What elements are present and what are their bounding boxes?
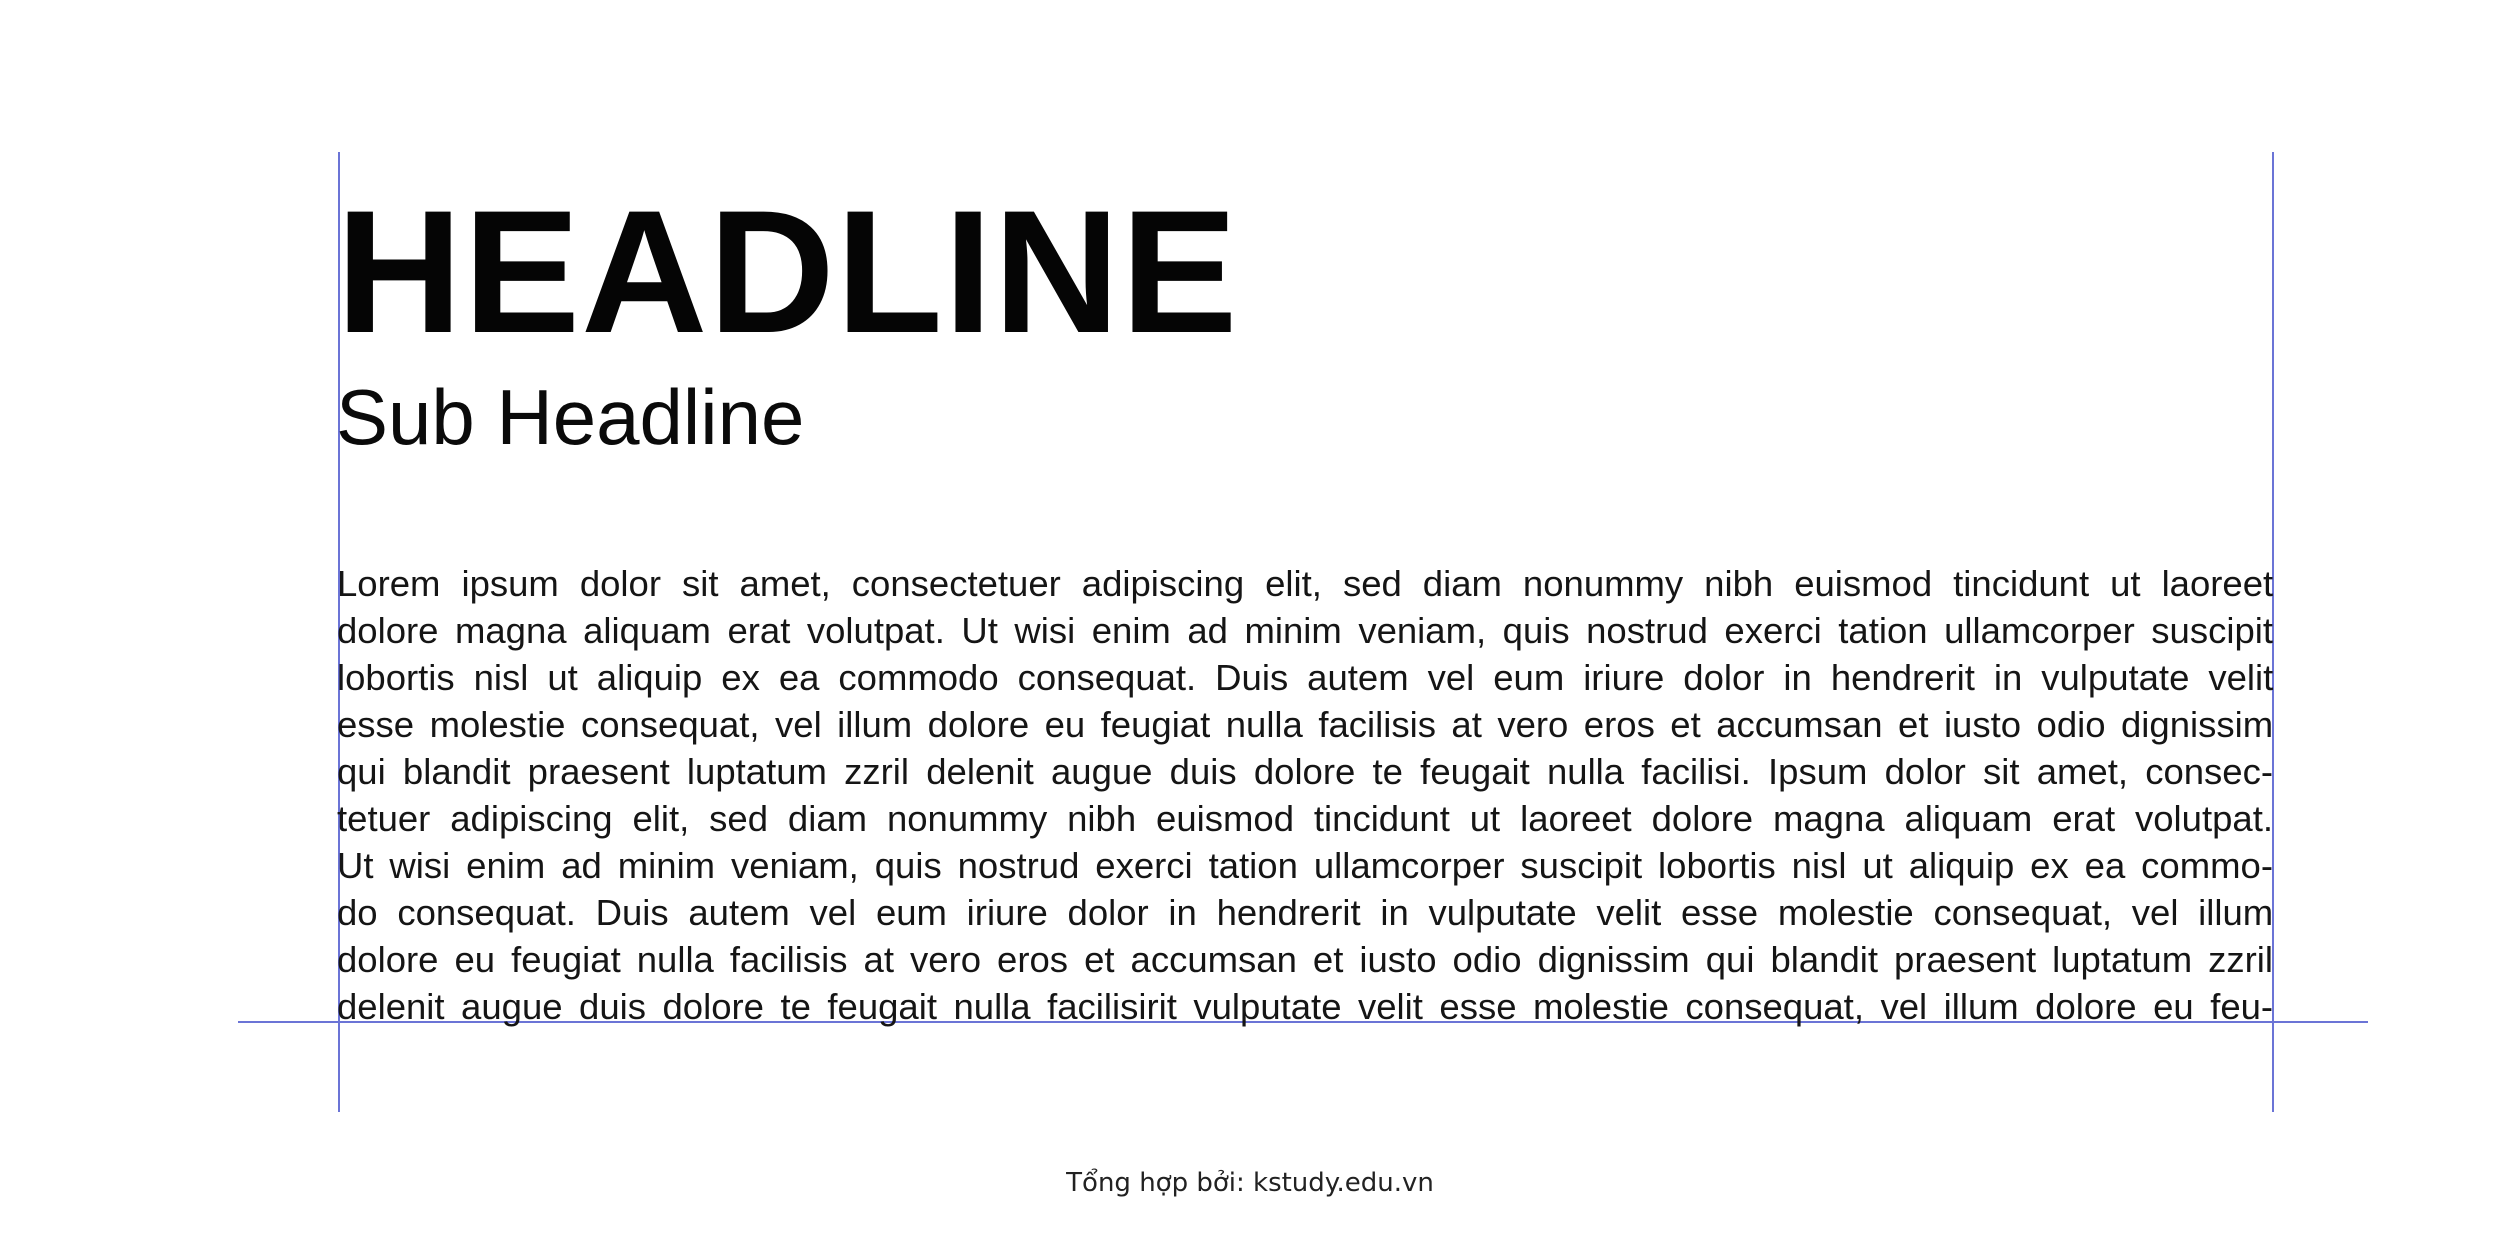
body-line: dolore eu feugiat nulla facilisis at vero eros et accumsan et iusto odio dignissim qui blandit praesent luptatum zzril — [337, 939, 2273, 980]
body-line: qui blandit praesent luptatum zzril delenit augue duis dolore te feugait nulla facilisi. Ipsum dolor sit amet, consec- — [337, 751, 2273, 792]
body-line: lobortis nisl ut aliquip ex ea commodo consequat. Duis autem vel eum iriure dolor in hendrerit in vulputate velit — [337, 657, 2273, 698]
body-line: delenit augue duis dolore te feugait nulla facilisirit vulputate velit esse molestie consequat, vel illum dolore eu feu- — [337, 986, 2273, 1027]
sub-headline: Sub Headline — [336, 373, 805, 461]
body-line: Lorem ipsum dolor sit amet, consectetuer adipiscing elit, sed diam nonummy nibh euismod tincidunt ut laoreet — [337, 563, 2273, 604]
body-paragraph — [337, 560, 2273, 1030]
body-line: esse molestie consequat, vel illum dolore eu feugiat nulla facilisis at vero eros et accumsan et iusto odio dignissim — [337, 704, 2273, 745]
footer-credit: Tổng hợp bởi: kstudy.edu.vn — [1066, 1168, 1434, 1198]
body-line: dolore magna aliquam erat volutpat. Ut wisi enim ad minim veniam, quis nostrud exerci tation ullamcorper suscipit — [337, 610, 2273, 651]
body-line: do consequat. Duis autem vel eum iriure dolor in hendrerit in vulputate velit esse molestie consequat, vel illum — [337, 892, 2273, 933]
body-line: Ut wisi enim ad minim veniam, quis nostrud exerci tation ullamcorper suscipit lobortis nisl ut aliquip ex ea commo- — [337, 845, 2273, 886]
headline: HEADLINE — [336, 175, 1239, 370]
body-line: tetuer adipiscing elit, sed diam nonummy nibh euismod tincidunt ut laoreet dolore magna aliquam erat volutpat. — [337, 798, 2273, 839]
